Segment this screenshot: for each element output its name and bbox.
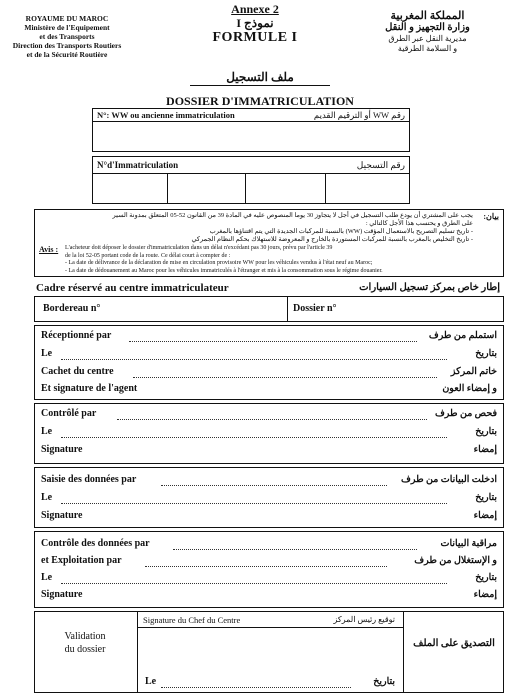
immat-label-fr: N°d'Immatriculation [97,160,179,170]
data-entry-date-ar: بتاريخ [475,493,497,503]
notice-ar-line: على الطرق و يحتسب هذا الأجل كالتالي : [365,220,473,227]
chief-signature-ar: توقيع رئيس المركز [333,615,395,624]
center-stamp-label: Cachet du centre [41,366,114,377]
notice-fr-line: - La date de dédouanement au Maroc pour les véhicules immatriculés à l'étranger et mis à la consommation sous le régime douanier. [65,267,383,274]
validation-section [34,611,504,693]
notice-ar-line: يجب على المشتري أن يودع طلب التسجيل في أجل لا يتجاوز 30 يوما المنصوص عليه في المادة 39 من القانون 52-05 المتعلق بمدونة السير [112,212,473,219]
data-entry-row [41,510,497,526]
data-entry-section [34,467,504,528]
bordereau-label: Bordereau n° [43,303,101,314]
ww-label-ar: رقم WW أو الترقيم القديم [313,110,405,120]
dossier-no-input[interactable] [355,299,499,319]
immat-divider [93,173,409,174]
data-control-row [41,589,497,605]
ww-value-field[interactable] [95,123,407,149]
data-entry-date-label: Le [41,492,53,503]
chief-signature-area[interactable] [139,629,402,667]
agent-signature-ar: و إمضاء العون [442,384,497,394]
notice-fr-block [65,245,501,275]
header-left-line: et des Transports [39,32,95,41]
validation-left-line: Validation [64,631,106,642]
reception-section [34,325,504,400]
reception-row [41,383,497,399]
header-right-line: المملكة المغربية [390,10,465,22]
data-entry-date-line[interactable] [61,503,447,504]
received-by-label: Réceptionné par [41,330,112,341]
control-signature-label: Signature [41,444,83,455]
validation-date-ar: بتاريخ [373,677,395,687]
notice-avis-label: Avis : [39,245,59,254]
data-control-row [41,538,497,554]
dossier-title: DOSSIER D'IMMATRICULATION [166,94,354,108]
cadre-title-ar: إطار خاص بمركز تسجيل السيارات [359,282,500,293]
immat-value-field[interactable] [95,175,407,201]
validation-divider-right [403,612,404,692]
controlled-by-label: Contrôlé par [41,408,97,419]
header-left-line: Direction des Transports Routiers [12,41,122,50]
data-entry-row [41,474,497,490]
data-entry-signature-label: Signature [41,510,83,521]
ww-number-box [92,108,410,152]
chief-signature-label: Signature du Chef du Centre [143,615,241,625]
center-stamp-ar: خاتم المركز [450,367,497,377]
received-by-line[interactable] [129,341,417,342]
validation-date-label: Le [145,676,157,687]
data-control-row [41,555,497,571]
validation-divider-left [137,612,138,692]
formule-title: FORMULE I [212,30,298,45]
data-control-section [34,531,504,608]
notice-ar-line: - تاريخ تسليم التصريح بالاستعمال المؤقت (WW) بالنسبة للمركبات الجديدة التي يتم اقتناؤها بالمغرب [209,228,473,235]
data-entry-by-line[interactable] [161,485,387,486]
header-right-line: وزارة التجهيز و النقل [385,22,470,33]
bordereau-input[interactable] [115,299,283,319]
data-entry-by-label: Saisie des données par [41,474,137,485]
control-date-label: Le [41,426,53,437]
header-left-line: Ministère de l'Equipement [24,23,110,32]
data-entry-by-ar: ادخلت البيانات من طرف [401,475,497,485]
notice-fr-line: - La date de délivrance de la déclaration de mise en circulation provisoire WW pour les véhicules vendus à l'état neuf au Maroc; [65,260,373,266]
control-row [41,426,497,442]
data-control-date-line[interactable] [61,583,447,584]
data-control-by-label: Contrôle des données par [41,538,150,549]
exploitation-by-line[interactable] [145,566,387,567]
control-date-ar: بتاريخ [475,427,497,437]
immat-label-ar: رقم التسجيل [356,160,405,170]
reception-row [41,330,497,346]
received-by-ar: استملم من طرف [428,331,497,341]
validation-left-line: du dossier [64,644,106,655]
data-control-row [41,572,497,588]
controlled-by-ar: فحص من طرف [434,409,497,419]
data-entry-row [41,492,497,508]
notice-fr-line: L'acheteur doit déposer le dossier d'immatriculation dans un délai n'excédant pas 30 jours, prévu par l'article 39 [65,245,333,251]
formule-ar: نموذج I [236,16,274,30]
ww-divider [93,121,409,122]
notice-ar-line: - تاريخ التخليص بالمغرب بالنسبة للمركبات المستوردة بالخارج و المعروضة للاستهلاك بحكم النظام الجمركي [191,236,473,243]
bordereau-divider [287,297,288,321]
control-signature-ar: إمضاء [473,445,497,455]
exploitation-by-label: et Exploitation par [41,555,122,566]
header-left [12,14,122,59]
annexe-label: Annexe 2 [231,2,279,16]
exploitation-by-ar: و الإستغلال من طرف [414,556,497,566]
chief-signature-divider [137,627,404,628]
agent-signature-label: Et signature de l'agent [41,383,138,394]
bordereau-box [34,296,504,322]
control-date-line[interactable] [61,437,447,438]
reception-row [41,348,497,364]
notice-fr-line: de la loi 52-05 portant code de la route. Ce délai court à compter de : [65,252,231,259]
immatriculation-box [92,156,410,204]
validation-right-label: التصديق على الملف [413,638,495,649]
validation-date-line[interactable] [161,687,351,688]
notice-bayan-label: بيان: [483,212,499,221]
header-right [360,10,495,54]
header-left-line: et de la Sécurité Routière [26,50,108,59]
center-stamp-line[interactable] [133,377,437,378]
header-right-line: و السلامة الطرقية [397,44,458,53]
control-section [34,403,504,464]
data-control-signature-label: Signature [41,589,83,600]
data-control-date-label: Le [41,572,53,583]
data-control-by-line[interactable] [173,549,417,550]
reception-date-ar: بتاريخ [475,349,497,359]
reception-date-label: Le [41,348,53,359]
dossier-no-label: Dossier n° [293,303,337,314]
header-left-line: ROYAUME DU MAROC [25,14,109,23]
control-row [41,408,497,424]
data-control-by-ar: مراقبة البيانات [440,539,497,549]
ww-label-fr: N°: WW ou ancienne immatriculation [97,110,235,120]
file-title-ar: ملف التسجيل [190,70,330,86]
control-row [41,444,497,460]
notice-box [34,209,504,277]
reception-row [41,366,497,382]
reception-date-line[interactable] [61,359,447,360]
notice-ar-block [43,212,473,244]
controlled-by-line[interactable] [117,419,427,420]
data-control-date-ar: بتاريخ [475,573,497,583]
cadre-title-fr: Cadre réservé au centre immatriculateur [36,282,229,294]
validation-left-label [35,630,135,656]
data-entry-signature-ar: إمضاء [473,511,497,521]
header-right-line: مديرية النقل عبر الطرق [388,34,467,43]
data-control-signature-ar: إمضاء [473,590,497,600]
